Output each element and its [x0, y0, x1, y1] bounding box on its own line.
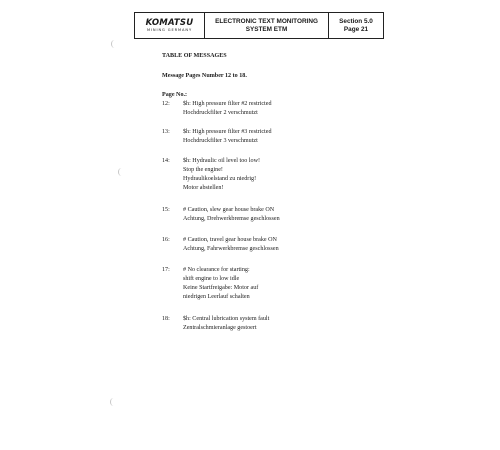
title-line-1: ELECTRONIC TEXT MONITORING	[215, 18, 318, 25]
document-header	[134, 12, 384, 39]
message-line: Stop the engine!	[183, 167, 223, 173]
page-no-label: Page No.:	[162, 92, 188, 98]
message-number: 16:	[162, 237, 170, 243]
pages-range: Message Pages Number 12 to 18.	[162, 73, 247, 79]
message-line: # Caution, travel gear house brake ON	[183, 237, 277, 243]
punch-hole-mark	[110, 398, 117, 406]
message-number: 12:	[162, 101, 170, 107]
message-number: 14:	[162, 158, 170, 164]
message-line: Hochdruckfilter 2 verschmutzt	[183, 110, 258, 116]
punch-hole-mark	[111, 40, 118, 48]
message-line: $h: Central lubrication system fault	[183, 316, 270, 322]
message-line: Motor abstellen!	[183, 185, 224, 191]
message-line: Keine Startfreigabe: Motor auf	[183, 285, 259, 291]
message-line: $h: High pressure filter #2 restricted	[183, 101, 272, 107]
message-number: 13:	[162, 129, 170, 135]
message-line: Hydraulikoelstand zu niedrig!	[183, 176, 257, 182]
message-line: niedrigen Leerlauf schalten	[183, 294, 250, 300]
message-number: 15:	[162, 207, 170, 213]
section-number: Section 5.0	[339, 18, 373, 25]
message-line: Achtung, Drehwerkbremse geschlossen	[183, 216, 280, 222]
title-line-2: SYSTEM ETM	[245, 25, 288, 33]
message-line: # Caution, slew gear house brake ON	[183, 207, 275, 213]
komatsu-logo	[135, 13, 205, 38]
logo-wordmark: KOMATSU	[145, 17, 194, 28]
message-line: Zentralschmieranlage gestoert	[183, 325, 257, 331]
section-info	[329, 13, 383, 38]
message-number: 18:	[162, 316, 170, 322]
logo-subtitle: MINING GERMANY	[146, 27, 193, 32]
message-line: $h: High pressure filter #3 restricted	[183, 129, 272, 135]
message-line: Hochdruckfilter 3 verschmutzt	[183, 138, 258, 144]
message-line: $h: Hydraulic oil level too low!	[183, 158, 261, 164]
page-number: Page 21	[343, 25, 369, 33]
message-line: shift engine to low idle	[183, 276, 240, 282]
message-line: # No clearance for starting:	[183, 267, 250, 273]
document-title	[205, 13, 329, 38]
message-number: 17:	[162, 267, 170, 273]
punch-hole-mark	[118, 168, 125, 176]
table-title: TABLE OF MESSAGES	[162, 53, 227, 59]
message-line: Achtung, Fahrwerkbremse geschlossen	[183, 246, 279, 252]
